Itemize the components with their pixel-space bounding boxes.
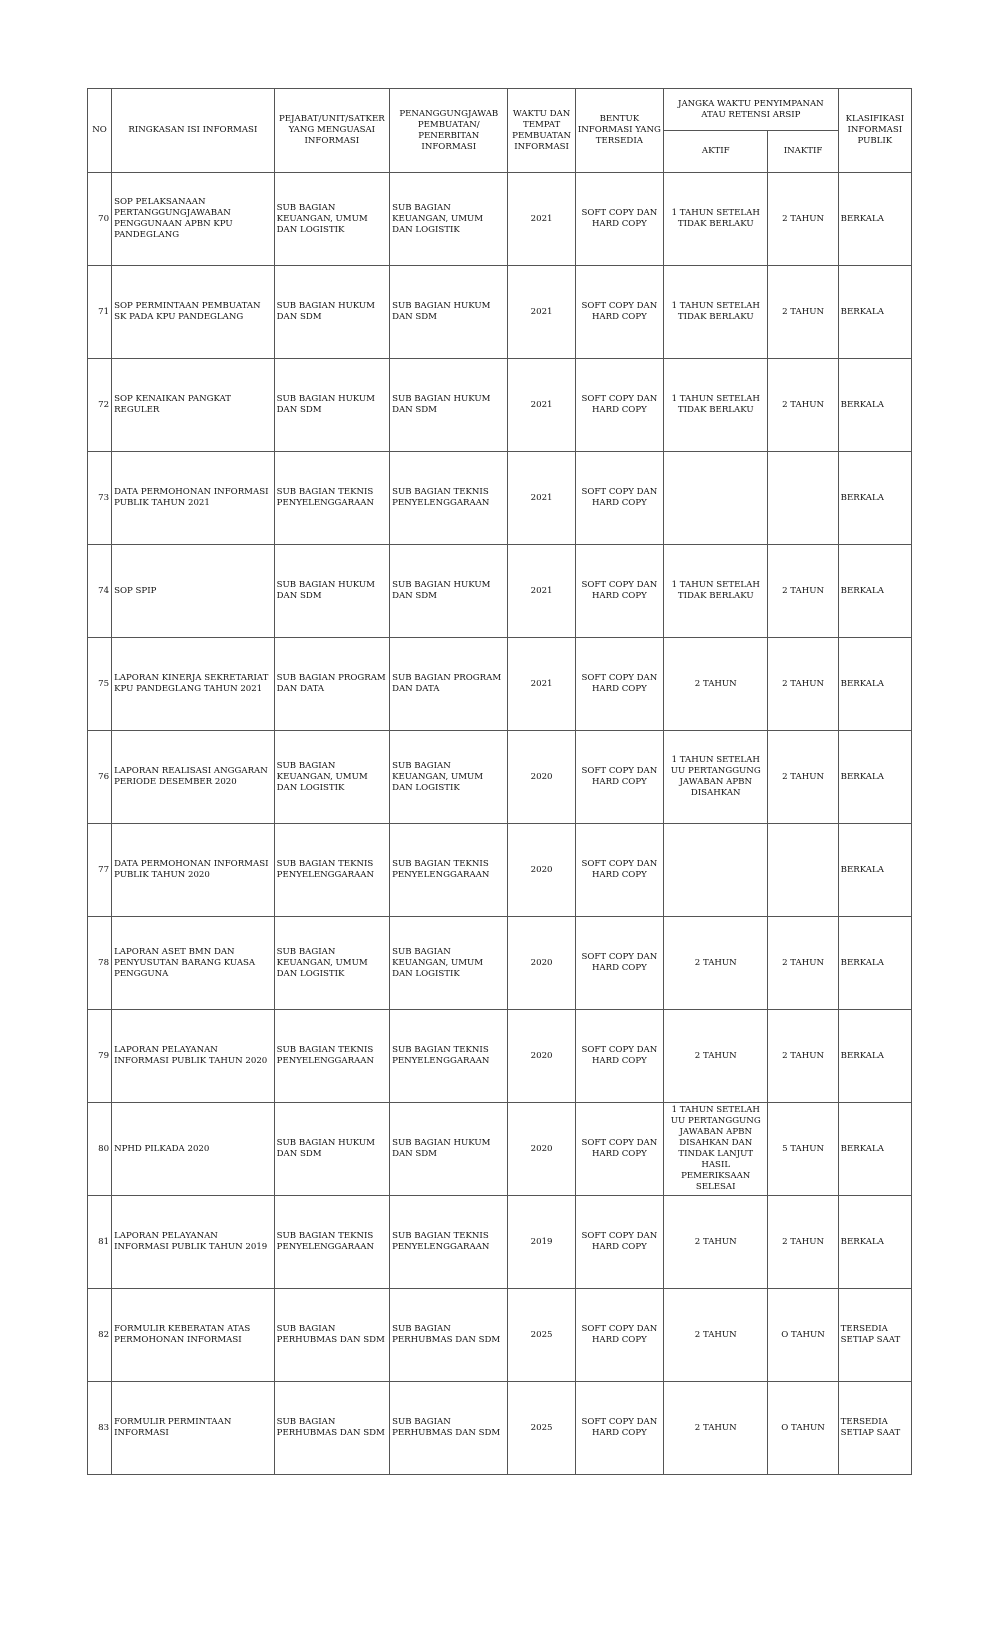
cell-bentuk: SOFT COPY DAN HARD COPY xyxy=(575,359,663,452)
cell-bentuk: SOFT COPY DAN HARD COPY xyxy=(575,266,663,359)
table-header xyxy=(88,89,912,173)
cell-aktif: 2 TAHUN xyxy=(664,1382,768,1475)
cell-bentuk: SOFT COPY DAN HARD COPY xyxy=(575,1103,663,1196)
cell-inaktif: 2 TAHUN xyxy=(768,173,838,266)
cell-pejabat: SUB BAGIAN KEUANGAN, UMUM DAN LOGISTIK xyxy=(274,731,389,824)
cell-inaktif: 2 TAHUN xyxy=(768,1010,838,1103)
cell-ringkasan: SOP PERMINTAAN PEMBUATAN SK PADA KPU PANDEGLANG xyxy=(112,266,275,359)
cell-bentuk: SOFT COPY DAN HARD COPY xyxy=(575,452,663,545)
cell-bentuk: SOFT COPY DAN HARD COPY xyxy=(575,731,663,824)
cell-penanggung-jawab: SUB BAGIAN PERHUBMAS DAN SDM xyxy=(390,1289,508,1382)
cell-inaktif: 2 TAHUN xyxy=(768,731,838,824)
cell-ringkasan: LAPORAN ASET BMN DAN PENYUSUTAN BARANG KUASA PENGGUNA xyxy=(112,917,275,1010)
cell-no: 70 xyxy=(88,173,112,266)
cell-inaktif: O TAHUN xyxy=(768,1382,838,1475)
cell-penanggung-jawab: SUB BAGIAN KEUANGAN, UMUM DAN LOGISTIK xyxy=(390,173,508,266)
cell-inaktif: 2 TAHUN xyxy=(768,545,838,638)
cell-no: 73 xyxy=(88,452,112,545)
cell-waktu: 2021 xyxy=(508,452,575,545)
cell-waktu: 2020 xyxy=(508,824,575,917)
header-klasifikasi: KLASIFIKASI INFORMASI PUBLIK xyxy=(838,89,911,173)
cell-aktif: 2 TAHUN xyxy=(664,1289,768,1382)
cell-waktu: 2020 xyxy=(508,1103,575,1196)
cell-ringkasan: LAPORAN KINERJA SEKRETARIAT KPU PANDEGLANG TAHUN 2021 xyxy=(112,638,275,731)
cell-penanggung-jawab: SUB BAGIAN HUKUM DAN SDM xyxy=(390,359,508,452)
cell-ringkasan: FORMULIR KEBERATAN ATAS PERMOHONAN INFORMASI xyxy=(112,1289,275,1382)
header-waktu: WAKTU DAN TEMPAT PEMBUATAN INFORMASI xyxy=(508,89,575,173)
cell-klasifikasi: BERKALA xyxy=(838,1010,911,1103)
cell-no: 78 xyxy=(88,917,112,1010)
table-row xyxy=(88,1103,912,1196)
table-row xyxy=(88,266,912,359)
cell-ringkasan: SOP SPIP xyxy=(112,545,275,638)
cell-inaktif xyxy=(768,824,838,917)
cell-inaktif: 2 TAHUN xyxy=(768,359,838,452)
cell-pejabat: SUB BAGIAN TEKNIS PENYELENGGARAAN xyxy=(274,452,389,545)
cell-pejabat: SUB BAGIAN KEUANGAN, UMUM DAN LOGISTIK xyxy=(274,173,389,266)
cell-ringkasan: LAPORAN PELAYANAN INFORMASI PUBLIK TAHUN 2019 xyxy=(112,1196,275,1289)
cell-ringkasan: FORMULIR PERMINTAAN INFORMASI xyxy=(112,1382,275,1475)
cell-pejabat: SUB BAGIAN KEUANGAN, UMUM DAN LOGISTIK xyxy=(274,917,389,1010)
cell-aktif: 2 TAHUN xyxy=(664,917,768,1010)
cell-waktu: 2019 xyxy=(508,1196,575,1289)
table-row xyxy=(88,1010,912,1103)
header-aktif: AKTIF xyxy=(664,131,768,173)
cell-bentuk: SOFT COPY DAN HARD COPY xyxy=(575,917,663,1010)
cell-aktif xyxy=(664,452,768,545)
cell-inaktif: 2 TAHUN xyxy=(768,1196,838,1289)
cell-aktif: 1 TAHUN SETELAH TIDAK BERLAKU xyxy=(664,266,768,359)
header-pejabat: PEJABAT/UNIT/SATKER YANG MENGUASAI INFORMASI xyxy=(274,89,389,173)
cell-pejabat: SUB BAGIAN PERHUBMAS DAN SDM xyxy=(274,1289,389,1382)
cell-klasifikasi: BERKALA xyxy=(838,173,911,266)
table-row xyxy=(88,545,912,638)
cell-no: 81 xyxy=(88,1196,112,1289)
cell-ringkasan: DATA PERMOHONAN INFORMASI PUBLIK TAHUN 2020 xyxy=(112,824,275,917)
cell-penanggung-jawab: SUB BAGIAN PROGRAM DAN DATA xyxy=(390,638,508,731)
cell-pejabat: SUB BAGIAN TEKNIS PENYELENGGARAAN xyxy=(274,1010,389,1103)
header-no: NO xyxy=(88,89,112,173)
cell-inaktif: O TAHUN xyxy=(768,1289,838,1382)
cell-klasifikasi: BERKALA xyxy=(838,1196,911,1289)
cell-pejabat: SUB BAGIAN PERHUBMAS DAN SDM xyxy=(274,1382,389,1475)
table-row xyxy=(88,731,912,824)
cell-penanggung-jawab: SUB BAGIAN TEKNIS PENYELENGGARAAN xyxy=(390,1196,508,1289)
cell-waktu: 2020 xyxy=(508,917,575,1010)
cell-klasifikasi: TERSEDIA SETIAP SAAT xyxy=(838,1289,911,1382)
cell-pejabat: SUB BAGIAN PROGRAM DAN DATA xyxy=(274,638,389,731)
cell-no: 75 xyxy=(88,638,112,731)
cell-ringkasan: LAPORAN REALISASI ANGGARAN PERIODE DESEMBER 2020 xyxy=(112,731,275,824)
header-jangka-waktu: JANGKA WAKTU PENYIMPANAN ATAU RETENSI ARSIP xyxy=(664,89,839,131)
cell-waktu: 2020 xyxy=(508,1010,575,1103)
cell-bentuk: SOFT COPY DAN HARD COPY xyxy=(575,824,663,917)
table-row xyxy=(88,917,912,1010)
cell-pejabat: SUB BAGIAN TEKNIS PENYELENGGARAAN xyxy=(274,824,389,917)
header-inaktif: INAKTIF xyxy=(768,131,838,173)
cell-penanggung-jawab: SUB BAGIAN KEUANGAN, UMUM DAN LOGISTIK xyxy=(390,917,508,1010)
cell-inaktif: 2 TAHUN xyxy=(768,266,838,359)
cell-aktif: 1 TAHUN SETELAH TIDAK BERLAKU xyxy=(664,173,768,266)
table-row xyxy=(88,1196,912,1289)
cell-penanggung-jawab: SUB BAGIAN PERHUBMAS DAN SDM xyxy=(390,1382,508,1475)
cell-klasifikasi: BERKALA xyxy=(838,731,911,824)
header-bentuk: BENTUK INFORMASI YANG TERSEDIA xyxy=(575,89,663,173)
cell-penanggung-jawab: SUB BAGIAN TEKNIS PENYELENGGARAAN xyxy=(390,824,508,917)
cell-bentuk: SOFT COPY DAN HARD COPY xyxy=(575,1382,663,1475)
cell-pejabat: SUB BAGIAN HUKUM DAN SDM xyxy=(274,1103,389,1196)
cell-ringkasan: LAPORAN PELAYANAN INFORMASI PUBLIK TAHUN 2020 xyxy=(112,1010,275,1103)
cell-klasifikasi: BERKALA xyxy=(838,917,911,1010)
cell-klasifikasi: BERKALA xyxy=(838,638,911,731)
table-row xyxy=(88,1382,912,1475)
cell-waktu: 2021 xyxy=(508,359,575,452)
cell-waktu: 2025 xyxy=(508,1289,575,1382)
cell-pejabat: SUB BAGIAN HUKUM DAN SDM xyxy=(274,266,389,359)
cell-waktu: 2025 xyxy=(508,1382,575,1475)
cell-no: 72 xyxy=(88,359,112,452)
cell-penanggung-jawab: SUB BAGIAN TEKNIS PENYELENGGARAAN xyxy=(390,1010,508,1103)
table-row xyxy=(88,1289,912,1382)
cell-aktif: 1 TAHUN SETELAH UU PERTANGGUNG JAWABAN APBN DISAHKAN xyxy=(664,731,768,824)
cell-penanggung-jawab: SUB BAGIAN HUKUM DAN SDM xyxy=(390,545,508,638)
cell-no: 74 xyxy=(88,545,112,638)
cell-ringkasan: SOP KENAIKAN PANGKAT REGULER xyxy=(112,359,275,452)
information-list-table xyxy=(87,88,912,1475)
cell-bentuk: SOFT COPY DAN HARD COPY xyxy=(575,1196,663,1289)
table-row xyxy=(88,359,912,452)
cell-inaktif xyxy=(768,452,838,545)
cell-ringkasan: DATA PERMOHONAN INFORMASI PUBLIK TAHUN 2021 xyxy=(112,452,275,545)
cell-bentuk: SOFT COPY DAN HARD COPY xyxy=(575,173,663,266)
cell-penanggung-jawab: SUB BAGIAN HUKUM DAN SDM xyxy=(390,1103,508,1196)
cell-inaktif: 2 TAHUN xyxy=(768,638,838,731)
cell-pejabat: SUB BAGIAN HUKUM DAN SDM xyxy=(274,359,389,452)
cell-aktif: 2 TAHUN xyxy=(664,1010,768,1103)
cell-pejabat: SUB BAGIAN HUKUM DAN SDM xyxy=(274,545,389,638)
cell-ringkasan: NPHD PILKADA 2020 xyxy=(112,1103,275,1196)
cell-waktu: 2021 xyxy=(508,173,575,266)
cell-aktif: 1 TAHUN SETELAH UU PERTANGGUNG JAWABAN APBN DISAHKAN DAN TINDAK LANJUT HASIL PEMERIKSAAN SELESAI xyxy=(664,1103,768,1196)
table-row xyxy=(88,638,912,731)
cell-klasifikasi: BERKALA xyxy=(838,545,911,638)
cell-no: 77 xyxy=(88,824,112,917)
cell-klasifikasi: BERKALA xyxy=(838,824,911,917)
cell-no: 82 xyxy=(88,1289,112,1382)
cell-inaktif: 2 TAHUN xyxy=(768,917,838,1010)
cell-aktif: 1 TAHUN SETELAH TIDAK BERLAKU xyxy=(664,545,768,638)
cell-bentuk: SOFT COPY DAN HARD COPY xyxy=(575,638,663,731)
cell-aktif: 2 TAHUN xyxy=(664,1196,768,1289)
cell-waktu: 2021 xyxy=(508,266,575,359)
cell-waktu: 2021 xyxy=(508,545,575,638)
cell-penanggung-jawab: SUB BAGIAN HUKUM DAN SDM xyxy=(390,266,508,359)
cell-aktif xyxy=(664,824,768,917)
table-row xyxy=(88,824,912,917)
cell-klasifikasi: BERKALA xyxy=(838,1103,911,1196)
header-penanggung-jawab: PENANGGUNGJAWAB PEMBUATAN/ PENERBITAN INFORMASI xyxy=(390,89,508,173)
cell-penanggung-jawab: SUB BAGIAN KEUANGAN, UMUM DAN LOGISTIK xyxy=(390,731,508,824)
cell-klasifikasi: BERKALA xyxy=(838,359,911,452)
cell-aktif: 1 TAHUN SETELAH TIDAK BERLAKU xyxy=(664,359,768,452)
cell-inaktif: 5 TAHUN xyxy=(768,1103,838,1196)
cell-klasifikasi: TERSEDIA SETIAP SAAT xyxy=(838,1382,911,1475)
cell-ringkasan: SOP PELAKSANAAN PERTANGGUNGJAWABAN PENGGUNAAN APBN KPU PANDEGLANG xyxy=(112,173,275,266)
cell-waktu: 2020 xyxy=(508,731,575,824)
cell-no: 80 xyxy=(88,1103,112,1196)
table-body xyxy=(88,173,912,1475)
cell-bentuk: SOFT COPY DAN HARD COPY xyxy=(575,1010,663,1103)
cell-waktu: 2021 xyxy=(508,638,575,731)
cell-bentuk: SOFT COPY DAN HARD COPY xyxy=(575,545,663,638)
cell-no: 83 xyxy=(88,1382,112,1475)
cell-klasifikasi: BERKALA xyxy=(838,452,911,545)
cell-bentuk: SOFT COPY DAN HARD COPY xyxy=(575,1289,663,1382)
cell-aktif: 2 TAHUN xyxy=(664,638,768,731)
cell-no: 76 xyxy=(88,731,112,824)
cell-pejabat: SUB BAGIAN TEKNIS PENYELENGGARAAN xyxy=(274,1196,389,1289)
cell-klasifikasi: BERKALA xyxy=(838,266,911,359)
table-row xyxy=(88,173,912,266)
header-ringkasan: RINGKASAN ISI INFORMASI xyxy=(112,89,275,173)
cell-penanggung-jawab: SUB BAGIAN TEKNIS PENYELENGGARAAN xyxy=(390,452,508,545)
table-row xyxy=(88,452,912,545)
cell-no: 71 xyxy=(88,266,112,359)
cell-no: 79 xyxy=(88,1010,112,1103)
